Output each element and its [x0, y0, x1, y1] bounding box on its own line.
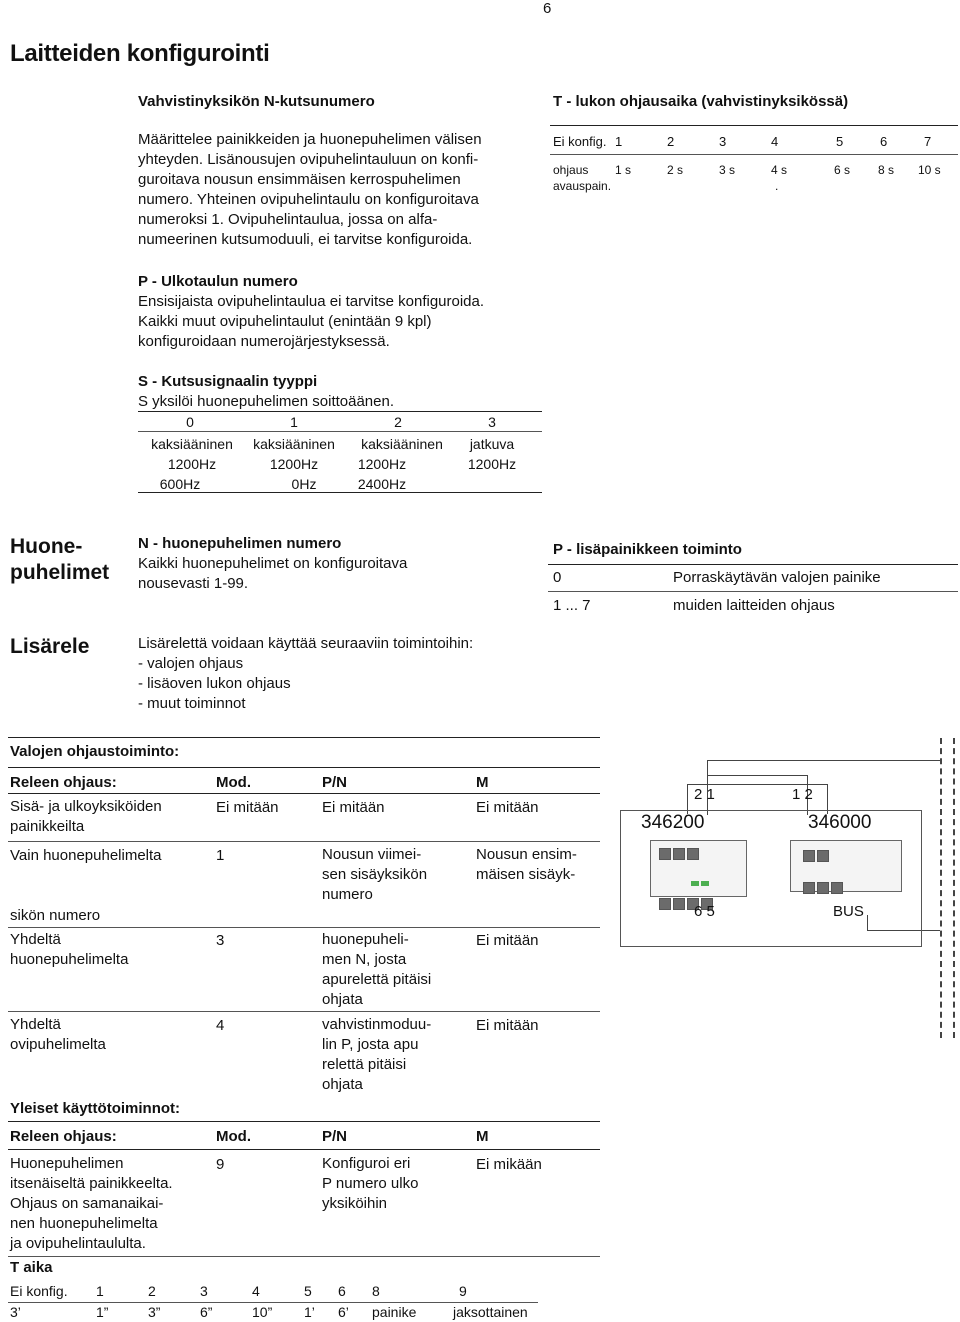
wire: [687, 784, 827, 785]
page-title: Laitteiden konfigurointi: [10, 40, 270, 67]
taika-rule: [8, 1256, 600, 1257]
t-value: 3 s: [719, 163, 736, 177]
taika-header: Ei konfig.: [10, 1283, 68, 1299]
valojen-rule: [8, 1011, 600, 1012]
taika-header: 3: [200, 1283, 208, 1299]
s-col-num: 2: [394, 414, 402, 430]
n-line: guroitava nousun ensimmäisen kerrospuhelimen: [138, 171, 461, 188]
hp-n-line: Kaikki huonepuhelimet on konfiguroitava: [138, 555, 408, 572]
n-line: yhteyden. Lisänousujen ovipuhelintauluun on konfi-: [138, 151, 479, 168]
huonepuhelimet-label: [10, 534, 109, 586]
valojen-col-header: Mod.: [216, 774, 251, 791]
n-line: Määrittelee painikkeiden ja huonepuhelimen välisen: [138, 131, 482, 148]
hp-p-value: Porraskäytävän valojen painike: [673, 569, 881, 586]
terminal-icon: [659, 898, 671, 910]
cell-line: lin P, josta apu: [322, 1036, 419, 1053]
label-line: Huone-: [10, 535, 83, 558]
device1-top-terminals: 2 1: [694, 786, 715, 803]
s-col-type: kaksiääninen: [253, 436, 335, 452]
taika-value: 6”: [200, 1304, 213, 1320]
taika-header: 2: [148, 1283, 156, 1299]
device1-module: [650, 840, 747, 897]
hp-p-rule: [548, 564, 958, 565]
valojen-cell: 3: [216, 932, 225, 949]
cell-line: itsenäiseltä painikkeelta.: [10, 1175, 173, 1192]
valojen-cell: [10, 797, 162, 837]
taika-header: 5: [304, 1283, 312, 1299]
device1-leds: [691, 873, 746, 891]
valojen-cell: Ei mitään: [476, 1017, 539, 1034]
p-line: konfiguroidaan numerojärjestyksessä.: [138, 333, 390, 350]
hp-p-rule: [548, 591, 958, 592]
t-value: 1 s: [615, 163, 632, 177]
wire: [707, 760, 941, 761]
valojen-cell: Ei mitään: [476, 932, 539, 949]
valojen-rule: [8, 927, 600, 928]
valojen-cell: [322, 930, 431, 1010]
hp-p-value: muiden laitteiden ohjaus: [673, 597, 835, 614]
valojen-cell: 4: [216, 1017, 225, 1034]
valojen-cell: [10, 930, 128, 970]
cell-line: relettä pitäisi: [322, 1056, 407, 1073]
device2-module: [790, 840, 902, 892]
valojen-cell: Vain huonepuhelimelta: [10, 847, 162, 864]
cell-line: Ohjaus on samanaikai-: [10, 1195, 164, 1212]
t-row-label: ohjaus: [553, 163, 589, 177]
s-section-subtitle: S yksilöi huonepuhelimen soittoäänen.: [138, 393, 395, 410]
cell-line: P numero ulko: [322, 1175, 419, 1192]
yleiset-cell: Ei mikään: [476, 1156, 542, 1173]
lisarele-line: - valojen ohjaus: [138, 655, 244, 672]
device2-top-terminals: 1 2: [792, 786, 813, 803]
t-header-1: 1: [615, 134, 623, 149]
yleiset-cell: 9: [216, 1156, 225, 1173]
cell-line: Sisä- ja ulkoyksiköiden: [10, 798, 162, 815]
s-col-type: kaksiääninen: [361, 436, 443, 452]
t-value: 6 s: [834, 163, 851, 177]
cell-line: sen sisäyksikön: [322, 866, 428, 883]
taika-rule: [8, 1302, 538, 1303]
t-header-5: 5: [836, 134, 844, 149]
hp-p-heading: P - lisäpainikkeen toiminto: [553, 541, 742, 558]
cell-line: ovipuhelimelta: [10, 1036, 106, 1053]
t-value: 10 s: [918, 163, 941, 177]
taika-value: 1’: [304, 1304, 315, 1320]
taika-value: 3”: [148, 1304, 161, 1320]
valojen-cell: [10, 1015, 106, 1055]
taika-value: 1”: [96, 1304, 109, 1320]
taika-heading: T aika: [10, 1259, 53, 1276]
taika-header: 4: [252, 1283, 260, 1299]
cell-line: huonepuhelimelta: [10, 951, 129, 968]
s-col-f2: 0Hz: [291, 476, 317, 492]
s-col-f2: 2400Hz: [357, 476, 407, 492]
valojen-cell: [322, 1015, 431, 1095]
valojen-cell: Ei mitään: [476, 799, 539, 816]
cell-line: vahvistinmoduu-: [322, 1016, 432, 1033]
s-col-f1: 1200Hz: [269, 456, 319, 472]
cell-line: mäisen sisäyk-: [476, 866, 576, 883]
terminal-icon: [803, 882, 815, 894]
cell-line: Konfiguroi eri: [322, 1155, 411, 1172]
t-value: 4 s: [771, 163, 788, 177]
dashed-wire: [940, 738, 942, 1038]
valojen-rule: [8, 841, 600, 842]
t-table-top-rule: [550, 125, 958, 126]
cell-line: apurelettä pitäisi: [322, 971, 432, 988]
lisarele-line: Lisärelettä voidaan käyttää seuraaviin toimintoihin:: [138, 635, 474, 652]
p-section-heading: P - Ulkotaulun numero: [138, 273, 298, 290]
s-col-type: kaksiääninen: [151, 436, 233, 452]
t-row-label2: avauspain.: [553, 179, 612, 193]
hp-p-key: 0: [553, 569, 562, 586]
cell-line: ja ovipuhelintaululta.: [10, 1235, 146, 1252]
hp-n-heading: N - huonepuhelimen numero: [138, 535, 342, 552]
cell-line: numero: [322, 886, 373, 903]
p-line: Ensisijaista ovipuhelintaulua ei tarvitse konfiguroida.: [138, 293, 485, 310]
cell-line: Yhdeltä: [10, 931, 61, 948]
s-col-num: 3: [488, 414, 496, 430]
hp-n-line: nousevasti 1-99.: [138, 575, 249, 592]
yleiset-col-header: P/N: [322, 1128, 348, 1145]
wire: [707, 760, 708, 775]
t-header-3: 3: [719, 134, 727, 149]
terminal-icon: [803, 850, 815, 862]
page-number: 6: [543, 0, 552, 17]
terminal-icon: [817, 850, 829, 862]
s-col-num: 1: [290, 414, 298, 430]
valojen-heading: Valojen ohjaustoiminto:: [10, 743, 180, 760]
terminal-icon: [673, 898, 685, 910]
lisarele-label: Lisärele: [10, 635, 90, 658]
cell-line: ohjata: [322, 1076, 363, 1093]
p-section-text: [138, 292, 484, 352]
device2-terminals: [803, 849, 901, 867]
label-line: puhelimet: [10, 561, 110, 584]
valojen-col-header: M: [476, 774, 489, 791]
t-section-heading: T - lukon ohjausaika (vahvistinyksikössä): [553, 93, 849, 110]
cell-line: huonepuheli-: [322, 931, 409, 948]
yleiset-col-header: Releen ohjaus:: [10, 1128, 117, 1145]
led-icon: [701, 881, 709, 886]
n-line: numeerinen kutsumoduuli, ei tarvitse konfiguroida.: [138, 231, 473, 248]
cell-line: Huonepuhelimen: [10, 1155, 124, 1172]
lisarele-line: - muut toiminnot: [138, 695, 246, 712]
s-table-mid-rule: [138, 431, 542, 432]
t-header-7: 7: [924, 134, 932, 149]
n-line: numeroksi 1. Ovipuhelintaulua, jossa on alfa-: [138, 211, 438, 228]
valojen-cell: sikön numero: [10, 907, 101, 924]
s-col-f1: 1200Hz: [167, 456, 217, 472]
valojen-rule: [8, 767, 600, 768]
valojen-cell: [476, 845, 577, 885]
led-icon: [691, 881, 699, 886]
s-section-heading: S - Kutsusignaalin tyyppi: [138, 373, 318, 390]
cell-line: ohjata: [322, 991, 363, 1008]
cell-line: men N, josta: [322, 951, 407, 968]
taika-header: 6: [338, 1283, 346, 1299]
cell-line: Nousun ensim-: [476, 846, 577, 863]
t-header-2: 2: [667, 134, 675, 149]
t-header-label: Ei konfig.: [553, 134, 607, 149]
t-header-6: 6: [880, 134, 888, 149]
terminal-icon: [687, 848, 699, 860]
taika-header: 8: [372, 1283, 380, 1299]
s-col-f2: 600Hz: [159, 476, 201, 492]
cell-line: nen huonepuhelimelta: [10, 1215, 158, 1232]
s-col-num: 0: [186, 414, 194, 430]
wire: [707, 775, 807, 776]
t-header-4: 4: [771, 134, 779, 149]
device1-terminals: [659, 847, 746, 865]
t-table-mid-rule: [550, 154, 958, 155]
s-table-top-rule: [138, 411, 542, 412]
s-col-type: jatkuva: [469, 436, 515, 452]
valojen-top-rule: [8, 737, 600, 738]
n-section-heading: Vahvistinyksikön N-kutsunumero: [138, 93, 375, 110]
lisarele-text: [138, 634, 473, 714]
device2-terminals-bottom: [803, 881, 901, 899]
terminal-icon: [831, 882, 843, 894]
lisarele-line: - lisäoven lukon ohjaus: [138, 675, 291, 692]
cell-line: painikkeilta: [10, 818, 85, 835]
t-value: 8 s: [878, 163, 895, 177]
taika-header: 9: [459, 1283, 467, 1299]
s-col-f1: 1200Hz: [467, 456, 517, 472]
device1-bottom-terminals: 6 5: [694, 903, 715, 920]
dashed-wire: [953, 738, 955, 1038]
yleiset-rule: [8, 1121, 600, 1122]
valojen-cell: Ei mitään: [322, 799, 385, 816]
valojen-cell: Ei mitään: [216, 799, 279, 816]
taika-value: 10”: [252, 1304, 273, 1320]
valojen-cell: [322, 845, 427, 905]
n-line: numero. Yhteinen ovipuhelintaulu on konfiguroitava: [138, 191, 479, 208]
device1-code: 346200: [641, 812, 705, 833]
t-value-dot: .: [775, 179, 779, 193]
device2-code: 346000: [808, 812, 872, 833]
taika-value: jaksottainen: [453, 1304, 528, 1320]
terminal-icon: [817, 882, 829, 894]
yleiset-col-header: M: [476, 1128, 489, 1145]
valojen-cell: 1: [216, 847, 225, 864]
p-line: Kaikki muut ovipuhelintaulut (enintään 9 kpl): [138, 313, 432, 330]
terminal-icon: [673, 848, 685, 860]
hp-p-key: 1 ... 7: [553, 597, 591, 614]
terminal-icon: [659, 848, 671, 860]
yleiset-col-header: Mod.: [216, 1128, 251, 1145]
cell-line: Yhdeltä: [10, 1016, 61, 1033]
yleiset-cell: [10, 1154, 173, 1254]
yleiset-cell: [322, 1154, 418, 1214]
cell-line: yksiköihin: [322, 1195, 388, 1212]
t-value: 2 s: [667, 163, 684, 177]
taika-value: 3’: [10, 1304, 21, 1320]
valojen-rule: [8, 793, 600, 794]
yleiset-heading: Yleiset käyttötoiminnot:: [10, 1100, 181, 1117]
taika-header: 1: [96, 1283, 104, 1299]
cell-line: Nousun viimei-: [322, 846, 422, 863]
s-table-bottom-rule: [138, 492, 542, 493]
valojen-col-header: P/N: [322, 774, 348, 791]
yleiset-rule: [8, 1149, 600, 1150]
valojen-col-header: Releen ohjaus:: [10, 774, 117, 791]
s-col-f1: 1200Hz: [357, 456, 407, 472]
taika-value: 6’: [338, 1304, 349, 1320]
device2-bus-label: BUS: [833, 903, 864, 920]
taika-value: painike: [372, 1304, 417, 1320]
n-section-text: [138, 130, 482, 250]
